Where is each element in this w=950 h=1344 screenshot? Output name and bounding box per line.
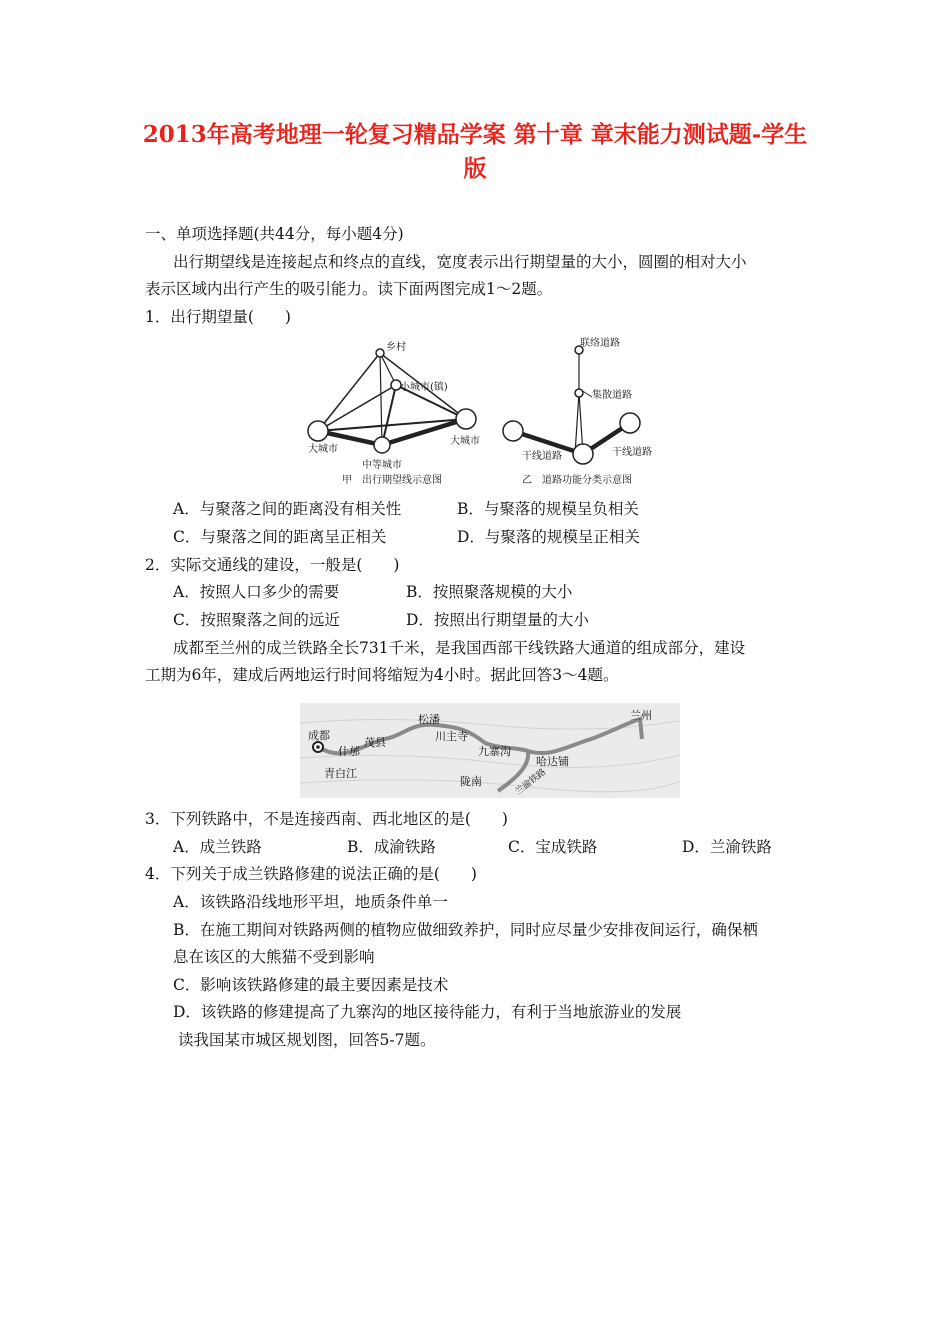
label-maoxian: 茂县 [364, 736, 386, 749]
road-node-center [573, 444, 593, 464]
q2-option-a: A．按照人口多少的需要 [173, 583, 340, 601]
intro2-line2: 工期为6年，建成后两地运行时间将缩短为4小时。据此回答3～4题。 [145, 666, 619, 684]
road-node-mid [575, 389, 583, 397]
intro1-line2: 表示区域内出行产生的吸引能力。读下面两图完成1～2题。 [145, 280, 553, 298]
label-shifang: 什邡 [338, 745, 360, 758]
title-line-2: 版 [463, 155, 487, 182]
label-village: 乡村 [386, 342, 406, 353]
label-longnan: 陇南 [460, 775, 482, 788]
caption-figure-b: 乙 道路功能分类示意图 [522, 475, 632, 486]
q3-option-a: A．成兰铁路 [173, 838, 262, 856]
node-big-city-right [456, 409, 476, 429]
label-trunk-left: 干线道路 [522, 451, 562, 462]
label-trunk-right: 干线道路 [612, 447, 652, 458]
label-chengdu: 成都 [308, 729, 330, 742]
q4-option-a: A．该铁路沿线地形平坦，地质条件单一 [173, 893, 448, 911]
label-jiuzhaigou: 九寨沟 [478, 745, 511, 758]
q2-option-c: C．按照聚落之间的远近 [173, 611, 340, 629]
q1-option-a: A．与聚落之间的距离没有相关性 [173, 500, 402, 518]
label-lanyu-railway: 兰渝铁路 [513, 767, 549, 798]
q3-stem: 3．下列铁路中，不是连接西南、西北地区的是( ) [145, 810, 508, 828]
q4-stem: 4．下列关于成兰铁路修建的说法正确的是( ) [145, 865, 477, 883]
label-medium-city: 中等城市 [362, 460, 402, 471]
q2-option-b: B．按照聚落规模的大小 [406, 583, 573, 601]
intro1-line1: 出行期望线是连接起点和终点的直线，宽度表示出行期望量的大小，圆圈的相对大小 [173, 253, 747, 271]
q2-option-d: D．按照出行期望量的大小 [406, 611, 589, 629]
label-lanzhou: 兰州 [630, 709, 652, 722]
q1-option-b: B．与聚落的规模呈负相关 [457, 500, 639, 518]
q4-option-b-line2: 息在该区的大熊猫不受到影响 [173, 948, 375, 966]
label-collector-road: 集散道路 [592, 390, 632, 401]
label-hadapu: 哈达铺 [536, 755, 569, 768]
q4-option-c: C．影响该铁路修建的最主要因素是技术 [173, 976, 449, 994]
node-big-city-left [308, 421, 328, 441]
node-village [376, 349, 384, 357]
intro3: 读我国某市城区规划图，回答5-7题。 [178, 1031, 436, 1049]
road-node-right [620, 413, 640, 433]
document-title [110, 118, 840, 186]
label-link-road: 联络道路 [580, 338, 620, 349]
q4-option-d: D．该铁路的修建提高了九寨沟的地区接待能力，有利于当地旅游业的发展 [173, 1003, 682, 1021]
q3-option-d: D．兰渝铁路 [682, 838, 772, 856]
label-big-city-right: 大城市 [450, 436, 480, 447]
map-chenglan-railway [300, 703, 680, 798]
q3-option-b: B．成渝铁路 [347, 838, 436, 856]
label-small-city: 小城市(镇) [400, 382, 448, 393]
node-medium-city [374, 437, 390, 453]
caption-figure-a: 甲 出行期望线示意图 [342, 475, 442, 486]
label-qingbaijiang: 青白江 [324, 767, 357, 780]
label-songpan: 松潘 [418, 713, 440, 726]
figure-travel-expectation [300, 335, 670, 490]
label-big-city-left: 大城市 [308, 444, 338, 455]
q1-option-d: D．与聚落的规模呈正相关 [457, 528, 640, 546]
q4-option-b-line1: B．在施工期间对铁路两侧的植物应做细致养护，同时应尽量少安排夜间运行，确保栖 [173, 921, 758, 939]
title-line-1: 2013年高考地理一轮复习精品学案 第十章 章末能力测试题-学生 [142, 121, 808, 148]
road-node-left [503, 421, 523, 441]
q1-stem: 1．出行期望量( ) [145, 308, 291, 326]
q3-option-c: C．宝成铁路 [508, 838, 598, 856]
intro2-line1: 成都至兰州的成兰铁路全长731千米，是我国西部干线铁路大通道的组成部分，建设 [173, 639, 746, 657]
section-heading: 一、单项选择题(共44分，每小题4分) [145, 225, 404, 243]
q2-stem: 2．实际交通线的建设，一般是( ) [145, 556, 400, 574]
q1-option-c: C．与聚落之间的距离呈正相关 [173, 528, 387, 546]
label-chuanzhusi: 川主寺 [435, 730, 468, 743]
